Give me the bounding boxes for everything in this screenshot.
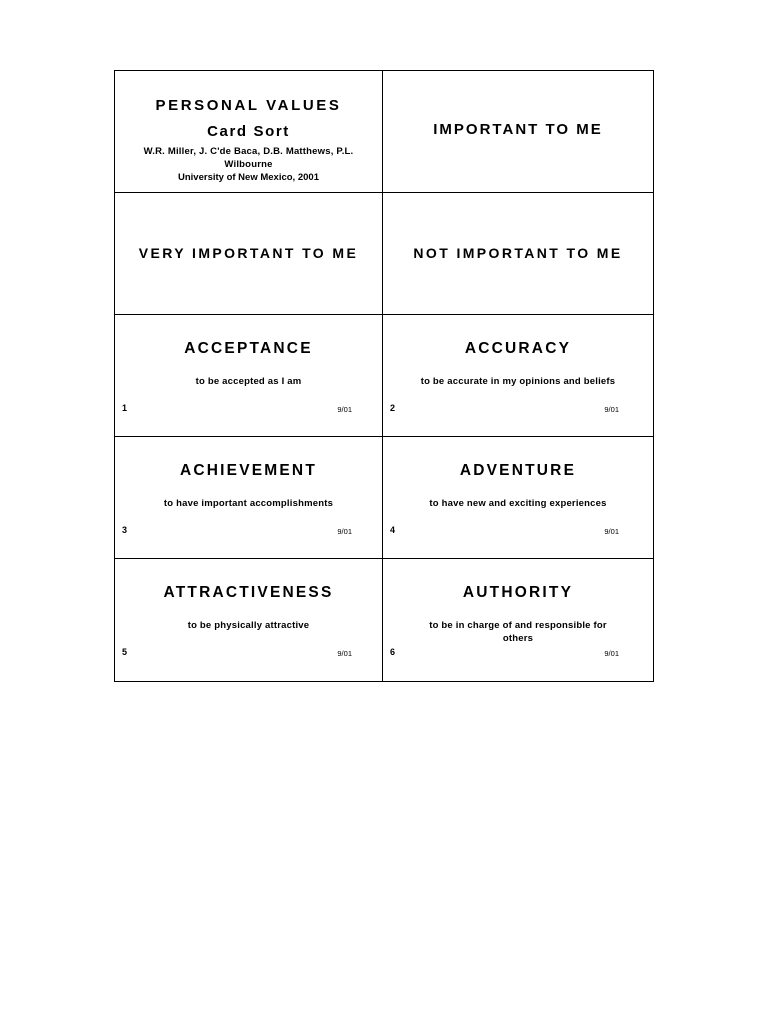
value-card-date: 9/01	[604, 527, 619, 536]
value-card-description: to have new and exciting experiences	[429, 498, 607, 509]
value-card-attractiveness	[115, 559, 383, 681]
value-card-number: 2	[390, 403, 396, 413]
card-sheet	[114, 70, 654, 682]
category-card-important	[383, 71, 653, 193]
value-card-description: to be accurate in my opinions and beliefs	[420, 376, 616, 387]
value-card-number: 6	[390, 647, 396, 657]
value-card-authority	[383, 559, 653, 681]
value-card-number: 1	[122, 403, 128, 413]
value-card-date: 9/01	[604, 649, 619, 658]
title-card-institution: University of New Mexico, 2001	[178, 172, 319, 183]
value-card-achievement	[115, 437, 383, 559]
value-card-number: 5	[122, 647, 128, 657]
value-card-name: ACCURACY	[464, 340, 572, 357]
value-card-acceptance	[115, 315, 383, 437]
value-card-description: to be physically attractive	[187, 620, 310, 631]
title-card	[115, 71, 383, 193]
value-card-accuracy	[383, 315, 653, 437]
value-card-description: to have important accomplishments	[163, 498, 334, 509]
category-label: NOT IMPORTANT TO ME	[413, 245, 623, 261]
value-card-adventure	[383, 437, 653, 559]
category-label: IMPORTANT TO ME	[433, 121, 603, 138]
value-card-name: ACCEPTANCE	[184, 340, 313, 357]
value-card-name: AUTHORITY	[462, 584, 574, 601]
title-card-title: PERSONAL VALUES	[155, 97, 342, 114]
value-card-description: to be in charge of and responsible for others	[429, 620, 607, 644]
value-card-date: 9/01	[337, 649, 352, 658]
category-card-not-important	[383, 193, 653, 315]
value-card-name: ADVENTURE	[459, 462, 577, 479]
value-card-name: ACHIEVEMENT	[179, 462, 317, 479]
value-card-date: 9/01	[604, 405, 619, 414]
value-card-date: 9/01	[337, 527, 352, 536]
value-card-date: 9/01	[337, 405, 352, 414]
category-card-very-important	[115, 193, 383, 315]
title-card-authors: W.R. Miller, J. C'de Baca, D.B. Matthews, P.L. Wilbourne	[143, 146, 354, 170]
value-card-number: 4	[390, 525, 396, 535]
category-label: VERY IMPORTANT TO ME	[138, 245, 359, 261]
value-card-number: 3	[122, 525, 128, 535]
title-card-subtitle: Card Sort	[207, 123, 290, 140]
value-card-description: to be accepted as I am	[195, 376, 302, 387]
value-card-name: ATTRACTIVENESS	[163, 584, 334, 601]
